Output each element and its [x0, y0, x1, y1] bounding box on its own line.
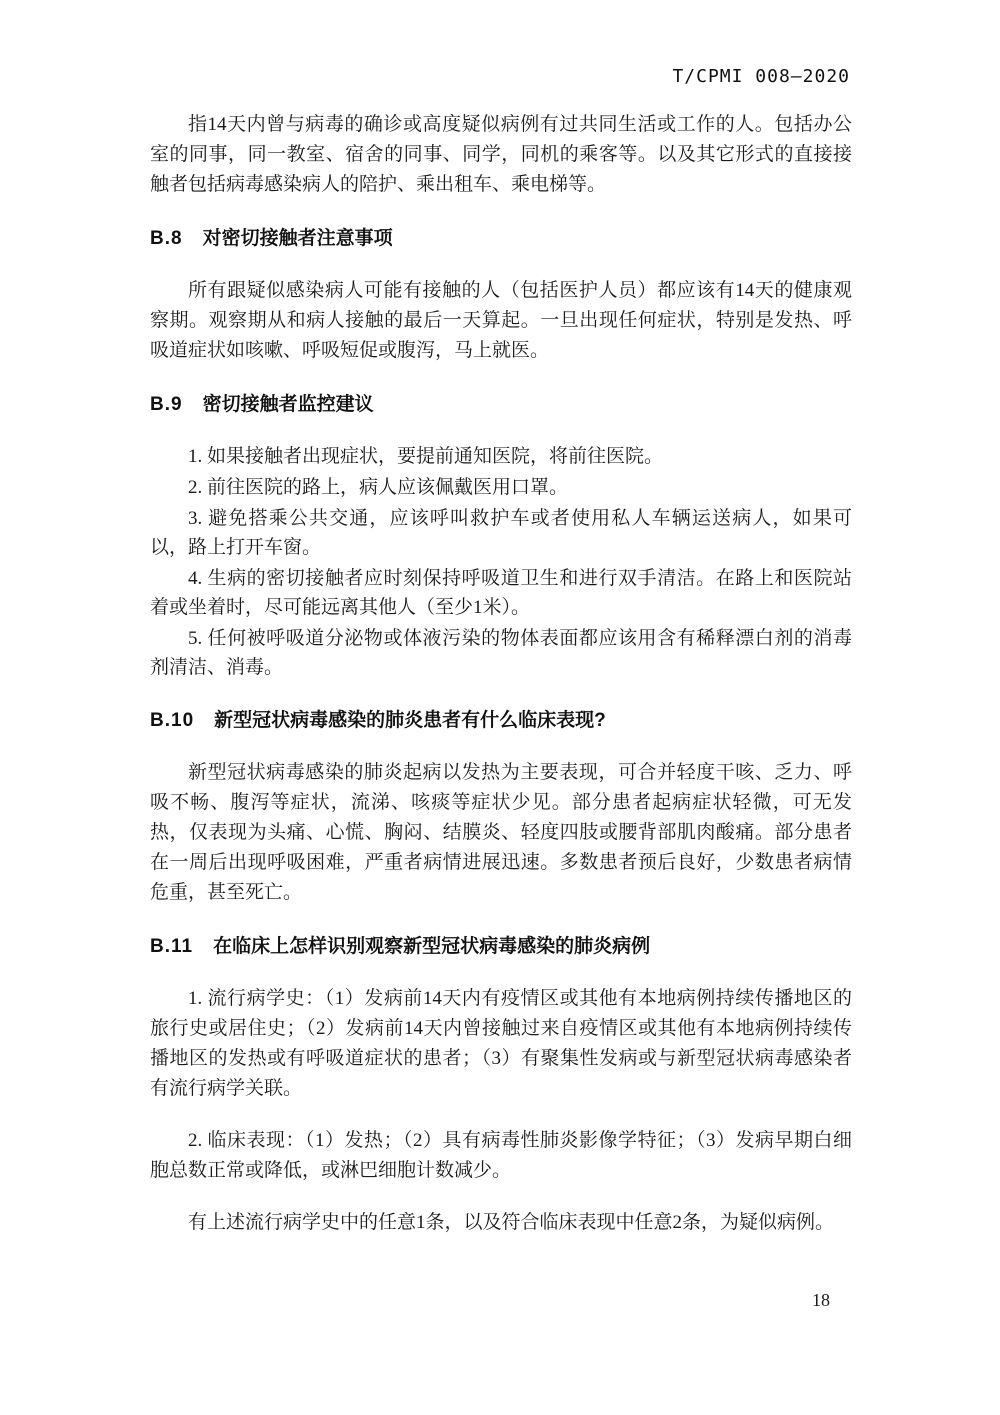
section-heading-b10: [150, 706, 852, 736]
section-title-text: 密切接触者监控建议: [202, 394, 374, 415]
section-id: B.10: [150, 710, 195, 731]
section-b11-paragraph-3: 有上述流行病学史中的任意1条，以及符合临床表现中任意2条，为疑似病例。: [188, 1212, 835, 1233]
section-title-text: 对密切接触者注意事项: [202, 228, 393, 249]
section-title-text: 新型冠状病毒感染的肺炎患者有什么临床表现?: [214, 710, 606, 731]
section-id: B.11: [150, 936, 194, 957]
intro-paragraph: 指14天内曾与病毒的确诊或高度疑似病例有过共同生活或工作的人。包括办公室的同事，同一教室、宿舍的同事、同学，同机的乘客等。以及其它形式的直接接触者包括病毒感染病人的陪护、乘出租车、乘电梯等。: [150, 114, 852, 195]
standard-number: T/CPMI 008—2020: [672, 66, 850, 87]
section-heading-b11: [150, 932, 852, 962]
section-b9-item-2: 2. 前往医院的路上，病人应该佩戴医用口罩。: [188, 477, 569, 498]
section-b11-paragraph-2: 2. 临床表现：（1）发热；（2）具有病毒性肺炎影像学特征；（3）发病早期白细胞总数正常或降低，或淋巴细胞计数减少。: [150, 1130, 852, 1181]
page-number: 18: [812, 1290, 830, 1310]
section-heading-b8: [150, 224, 852, 254]
section-b9-item-4: 4. 生病的密切接触者应时刻保持呼吸道卫生和进行双手清洁。在路上和医院站着或坐着时，尽可能远离其他人（至少1米）。: [150, 568, 852, 618]
section-heading-b9: [150, 390, 852, 420]
document-header: [150, 66, 850, 87]
section-b8-paragraph: 所有跟疑似感染病人可能有接触的人（包括医护人员）都应该有14天的健康观察期。观察期从和病人接触的最后一天算起。一旦出现任何症状，特别是发热、呼吸道症状如咳嗽、呼吸短促或腹泻，马上就医。: [150, 280, 852, 361]
section-id: B.9: [150, 394, 183, 415]
section-title-text: 在临床上怎样识别观察新型冠状病毒感染的肺炎病例: [213, 936, 651, 957]
section-b9-item-1: 1. 如果接触者出现症状，要提前通知医院，将前往医院。: [188, 446, 664, 467]
section-b10-paragraph: 新型冠状病毒感染的肺炎起病以发热为主要表现，可合并轻度干咳、乏力、呼吸不畅、腹泻等症状，流涕、咳痰等症状少见。部分患者起病症状轻微，可无发热，仅表现为头痛、心慌、胸闷、结膜炎、轻度四肢或腰背部肌肉酸痛。部分患者在一周后出现呼吸困难，严重者病情进展迅速。多数患者预后良好，少数患者病情危重，甚至死亡。: [150, 762, 852, 903]
document-content: [150, 110, 852, 1238]
section-b9-item-5: 5. 任何被呼吸道分泌物或体液污染的物体表面都应该用含有稀释漂白剂的消毒剂清洁、消毒。: [150, 628, 852, 678]
section-b11-paragraph-1: 1. 流行病学史：（1）发病前14天内有疫情区或其他有本地病例持续传播地区的旅行史或居住史；（2）发病前14天内曾接触过来自疫情区或其他有本地病例持续传播地区的发热或有呼吸道症状的患者；（3）有聚集性发病或与新型冠状病毒感染者有流行病学关联。: [150, 988, 852, 1099]
section-id: B.8: [150, 228, 183, 249]
section-b9-item-3: 3. 避免搭乘公共交通，应该呼叫救护车或者使用私人车辆运送病人，如果可以，路上打开车窗。: [150, 508, 852, 558]
